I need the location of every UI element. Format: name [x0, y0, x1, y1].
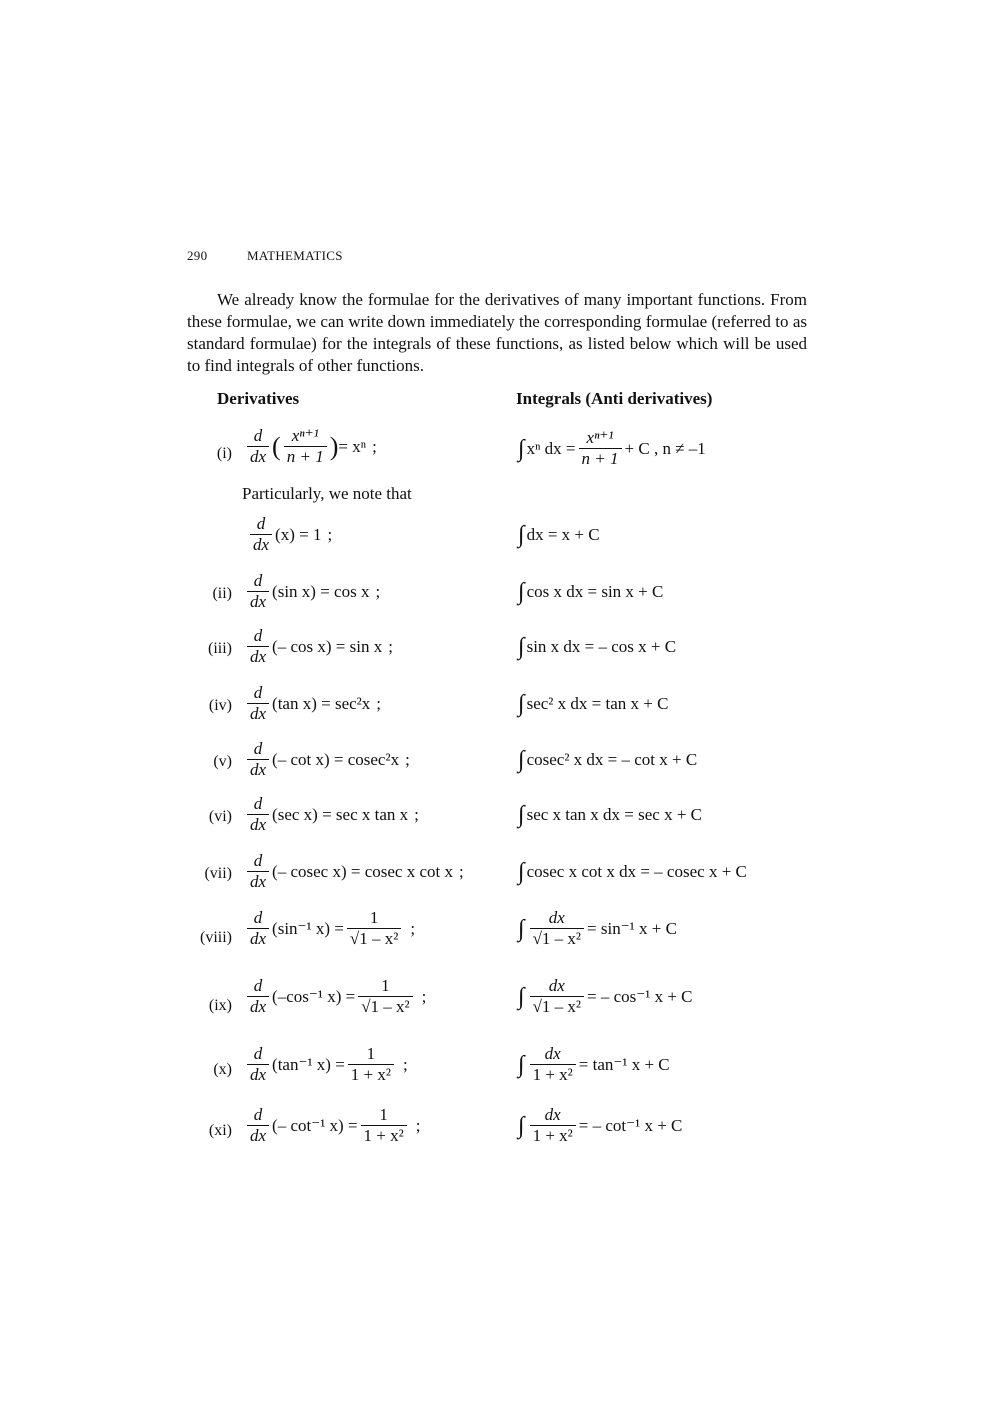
row-label: (iii) — [208, 640, 232, 657]
row-label: (ii) — [212, 585, 232, 602]
derivative-formula-ii: $\frac{d}{dx}$ (sin x) = cos x ; — [244, 571, 380, 612]
running-header — [187, 248, 343, 264]
integral-formula-vi: ∫ sec x tan x dx = sec x + C — [518, 802, 703, 828]
integral-formula-ii: ∫ cos x dx = sin x + C — [518, 579, 664, 605]
row-label: (iv) — [208, 697, 232, 714]
row-label: (viii) — [200, 929, 232, 946]
page-number: 290 — [187, 248, 208, 263]
row-label: (vi) — [208, 808, 232, 825]
row-label: (v) — [213, 753, 232, 770]
intro-paragraph: We already know the formulae for the derivatives of many important functions. From these formulae, we can write down immediately the corresponding formulae (referred to as standard formulae) for the integrals of these functions, as listed below which will be used to find integrals of other functions. — [187, 290, 807, 375]
derivative-formula-i: $\frac{d}{dx}$ ( $\frac{\text{xⁿ⁺¹}}{n + 1}$ ) = xⁿ ; — [244, 426, 377, 467]
derivative-formula-viii: $\frac{d}{dx}$ (sin⁻¹ x) = $\frac{1}{\text{√1 – x²}}$ ; — [244, 908, 415, 949]
integral-formula-x: ∫ $\frac{dx}{\text{1 + x²}}$ = tan⁻¹ x + C — [518, 1044, 670, 1084]
derivative-formula-vi: $\frac{d}{dx}$ (sec x) = sec x tan x ; — [244, 794, 419, 835]
derivative-formula-v: $\frac{d}{dx}$ (– cot x) = cosec²x ; — [244, 739, 410, 780]
integrals-heading: Integrals (Anti derivatives) — [516, 389, 713, 408]
derivative-formula-vii: $\frac{d}{dx}$ (– cosec x) = cosec x cot x ; — [244, 851, 464, 892]
derivatives-heading: Derivatives — [217, 389, 300, 408]
derivative-formula-x: $\frac{d}{dx}$ (x) = 1 ; — [247, 514, 332, 555]
integral-formula-i: ∫ xⁿ dx = $\frac{\text{xⁿ⁺¹}}{n + 1}$ + C , n ≠ –1 — [518, 428, 706, 468]
row-label: (vii) — [204, 865, 232, 882]
row-label: (ix) — [208, 997, 232, 1014]
integral-formula-xi: ∫ $\frac{dx}{\text{1 + x²}}$ = – cot⁻¹ x + C — [518, 1105, 683, 1145]
integral-formula-viii: ∫ $\frac{dx}{\text{√1 – x²}}$ = sin⁻¹ x + C — [518, 908, 677, 948]
integral-formula-iii: ∫ sin x dx = – cos x + C — [518, 634, 677, 660]
row-label: (i) — [216, 445, 232, 462]
derivative-formula-x: $\frac{d}{dx}$ (tan⁻¹ x) = $\frac{1}{\text{1 + x²}}$ ; — [244, 1044, 408, 1085]
integral-formula-x: ∫ dx = x + C — [518, 522, 600, 548]
integral-formula-iv: ∫ sec² x dx = tan x + C — [518, 691, 669, 717]
derivative-formula-xi: $\frac{d}{dx}$ (– cot⁻¹ x) = $\frac{1}{\text{1 + x²}}$ ; — [244, 1105, 420, 1146]
derivative-formula-iv: $\frac{d}{dx}$ (tan x) = sec²x ; — [244, 683, 381, 724]
derivative-formula-iii: $\frac{d}{dx}$ (– cos x) = sin x ; — [244, 626, 393, 667]
row-label: (x) — [213, 1061, 232, 1078]
derivative-formula-ix: $\frac{d}{dx}$ (–cos⁻¹ x) = $\frac{1}{\text{√1 – x²}}$ ; — [244, 976, 426, 1017]
integral-formula-vii: ∫ cosec x cot x dx = – cosec x + C — [518, 859, 747, 885]
integral-formula-v: ∫ cosec² x dx = – cot x + C — [518, 747, 698, 773]
row-label: (xi) — [208, 1122, 232, 1139]
integral-formula-ix: ∫ $\frac{dx}{\text{√1 – x²}}$ = – cos⁻¹ x + C — [518, 976, 693, 1016]
note-text: Particularly, we note that — [242, 484, 412, 503]
running-title: MATHEMATICS — [246, 248, 343, 263]
